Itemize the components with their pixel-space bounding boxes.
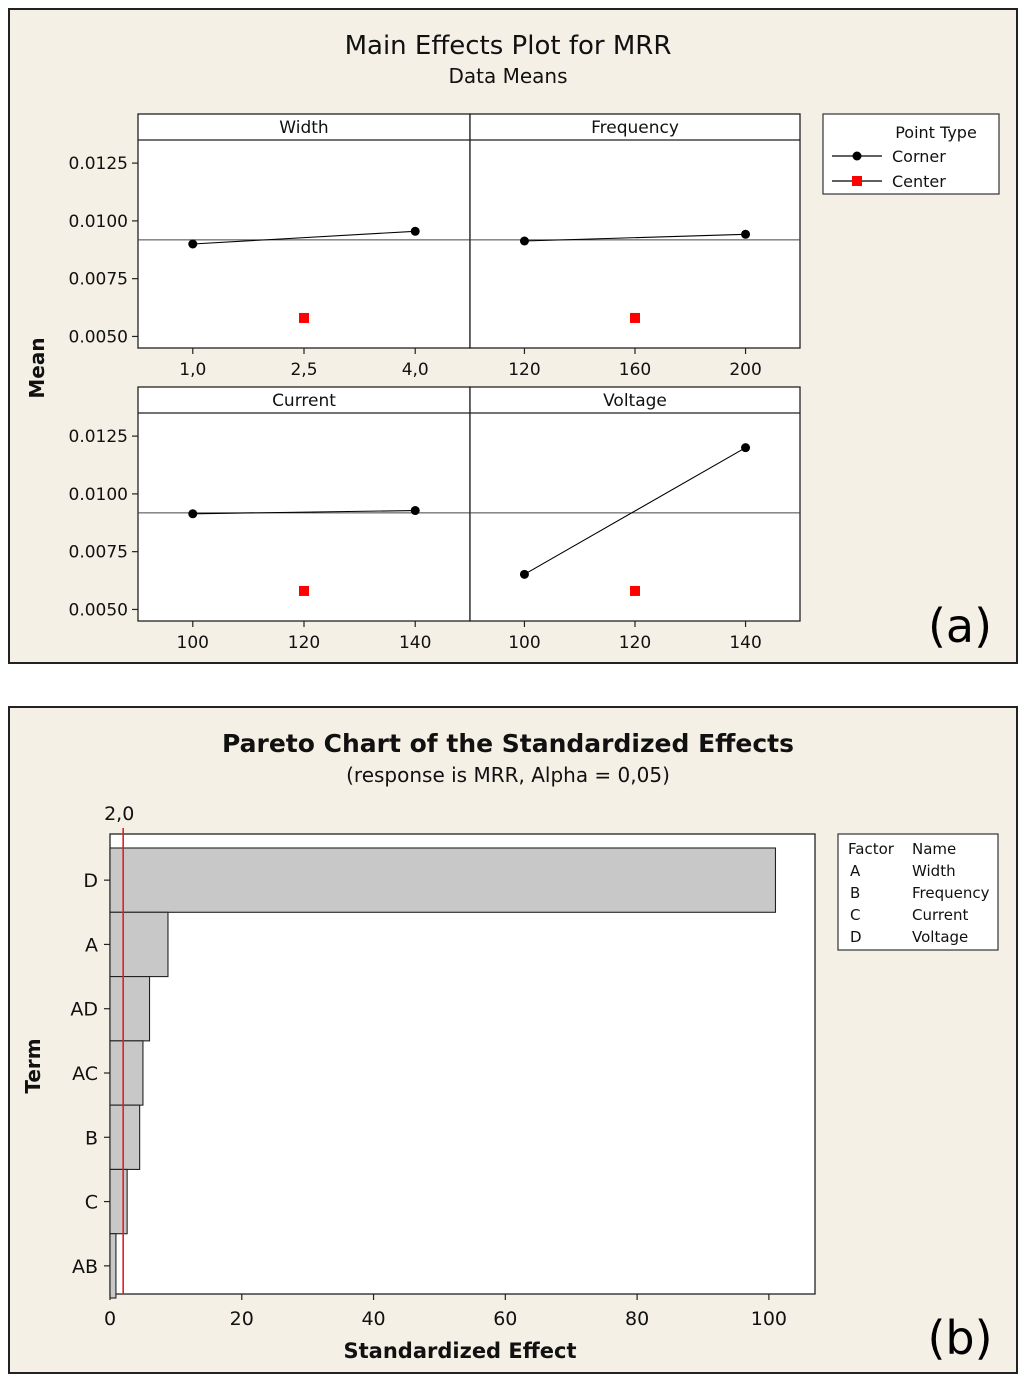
legend-name: Width	[912, 862, 956, 880]
legend-name-header: Name	[912, 840, 957, 858]
chart-b-xlabel: Standardized Effect	[343, 1339, 577, 1363]
x-tick-label: 120	[287, 633, 321, 653]
x-tick-label: 160	[618, 360, 652, 380]
center-point	[299, 313, 309, 323]
facet-frequency	[470, 114, 800, 380]
x-tick-label: 80	[625, 1308, 650, 1330]
point-type-legend	[823, 114, 999, 194]
term-label: C	[84, 1191, 98, 1214]
center-point	[299, 586, 309, 596]
facet-frame	[138, 387, 470, 621]
term-label: D	[83, 870, 98, 893]
facet-frame	[470, 387, 800, 621]
legend-center-marker	[852, 176, 862, 186]
main-effects-panel	[8, 8, 1018, 664]
legend-factor: A	[850, 862, 861, 880]
term-label: AB	[71, 1255, 98, 1278]
effect-bar-c	[110, 1169, 127, 1233]
reference-value-label: 2,0	[104, 803, 135, 825]
legend-factor: B	[850, 884, 861, 902]
chart-b-ylabel: Term	[21, 1038, 45, 1094]
legend-factor-header: Factor	[848, 840, 894, 858]
facet-width	[69, 114, 470, 380]
corner-point-low	[188, 240, 197, 249]
x-tick-label: 120	[508, 360, 541, 380]
chart-a-title: Main Effects Plot for MRR	[344, 31, 672, 61]
x-tick-label: 120	[618, 633, 652, 653]
corner-point-high	[411, 506, 420, 515]
x-tick-label: 20	[229, 1308, 254, 1330]
factor-name-legend	[838, 834, 998, 950]
effect-bar-ad	[110, 977, 150, 1041]
x-tick-label: 100	[508, 633, 541, 653]
facet-label: Width	[279, 118, 329, 138]
y-tick-label: 0.0075	[68, 269, 128, 290]
effect-bar-ac	[110, 1041, 143, 1105]
y-tick-label: 0.0125	[68, 427, 128, 448]
chart-a-subtitle: Data Means	[448, 64, 568, 88]
legend-center-label: Center	[892, 172, 946, 191]
panel-a-tag: (a)	[927, 599, 993, 653]
center-point	[630, 313, 640, 323]
y-tick-label: 0.0125	[68, 154, 128, 175]
facet-voltage	[470, 387, 800, 653]
pareto-chart	[10, 708, 1016, 1372]
effect-bar-d	[110, 848, 775, 912]
x-tick-label: 100	[176, 633, 210, 653]
facet-label: Current	[272, 391, 336, 411]
x-tick-label: 40	[361, 1308, 386, 1330]
panel-b-tag: (b)	[927, 1311, 993, 1365]
chart-b-title: Pareto Chart of the Standardized Effects	[221, 729, 795, 758]
legend-name: Current	[912, 906, 969, 924]
y-tick-label: 0.0100	[68, 211, 128, 232]
facet-label: Frequency	[591, 118, 679, 138]
y-tick-label: 0.0100	[68, 484, 128, 505]
effect-bar-ab	[110, 1234, 116, 1298]
term-label: B	[84, 1127, 98, 1150]
effect-bar-a	[110, 912, 168, 976]
term-label: A	[85, 934, 98, 957]
corner-point-high	[741, 230, 750, 239]
legend-corner-label: Corner	[892, 147, 946, 166]
corner-point-high	[741, 443, 750, 452]
y-tick-label: 0.0050	[68, 327, 128, 348]
corner-point-high	[411, 227, 420, 236]
corner-point-low	[188, 509, 197, 518]
legend-factor: C	[850, 906, 861, 924]
chart-a-ylabel: Mean	[25, 337, 49, 399]
center-point	[630, 586, 640, 596]
legend-name: Frequency	[912, 884, 990, 902]
y-tick-label: 0.0075	[68, 542, 128, 563]
term-label: AC	[72, 1063, 98, 1085]
chart-b-subtitle: (response is MRR, Alpha = 0,05)	[346, 763, 670, 787]
legend-corner-marker	[853, 152, 862, 161]
main-effects-chart	[10, 10, 1016, 662]
corner-point-low	[520, 570, 529, 579]
facet-frame	[138, 114, 470, 348]
x-tick-label: 4,0	[401, 360, 429, 380]
x-tick-label: 2,5	[290, 360, 318, 380]
y-tick-label: 0.0050	[68, 600, 128, 621]
effect-bar-b	[110, 1105, 140, 1169]
x-tick-label: 100	[750, 1308, 788, 1330]
pareto-panel	[8, 706, 1018, 1374]
legend-factor: D	[850, 928, 862, 946]
term-label: AD	[70, 998, 98, 1021]
x-tick-label: 0	[103, 1308, 117, 1330]
facet-label: Voltage	[603, 391, 667, 411]
corner-point-low	[520, 236, 529, 245]
facet-current	[69, 387, 470, 653]
x-tick-label: 140	[729, 633, 762, 653]
x-tick-label: 200	[729, 360, 762, 380]
facet-frame	[470, 114, 800, 348]
x-tick-label: 1,0	[179, 360, 207, 380]
x-tick-label: 140	[398, 633, 432, 653]
x-tick-label: 60	[493, 1308, 518, 1330]
legend-name: Voltage	[912, 928, 969, 946]
legend-title: Point Type	[895, 123, 977, 142]
